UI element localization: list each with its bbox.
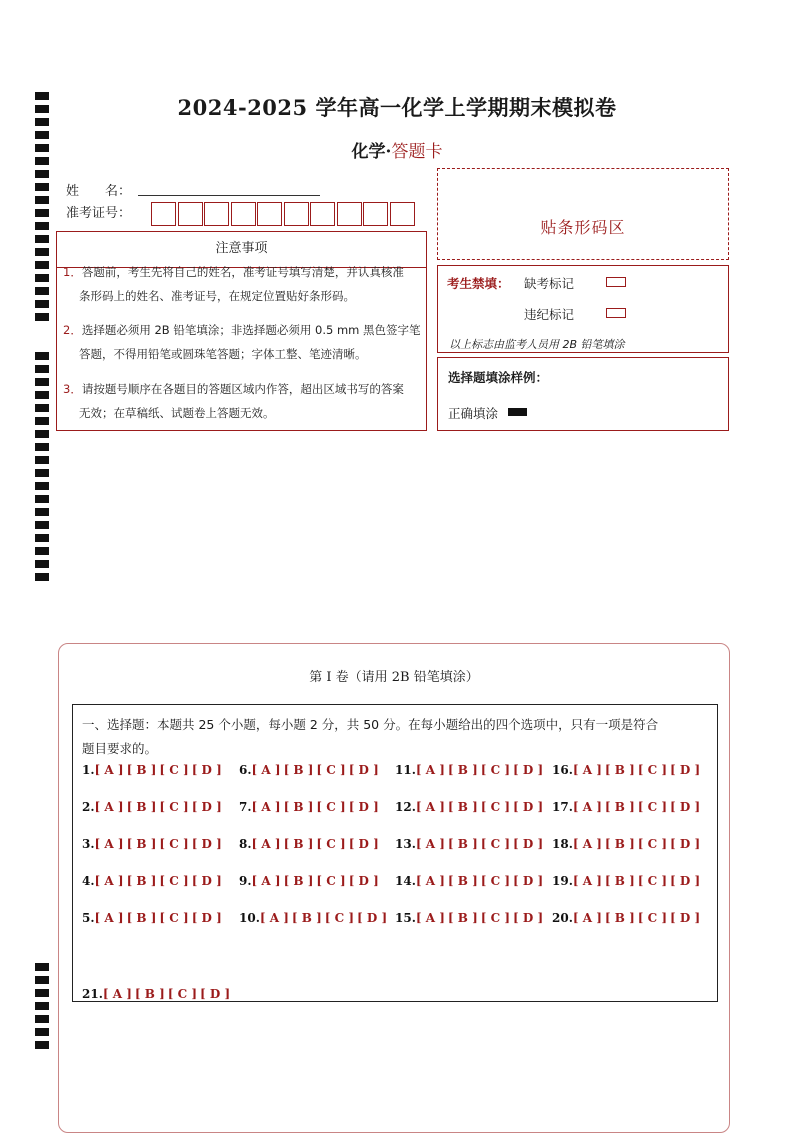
- subtitle-sheet: 答题卡: [391, 142, 443, 162]
- timing-mark: [35, 209, 49, 217]
- question-13: [395, 837, 546, 851]
- option-bubble-b[interactable]: [ B ]: [447, 911, 478, 925]
- page-title: 2024-2025 学年高一化学上学期期末模拟卷: [177, 95, 617, 120]
- exam-id-digit-box[interactable]: [337, 202, 362, 226]
- option-bubble-a[interactable]: [ A ]: [251, 763, 281, 777]
- timing-mark: [35, 521, 49, 529]
- fill-sample-title: 选择题填涂样例：: [448, 370, 549, 385]
- violation-mark-label: 违纪标记: [524, 307, 575, 322]
- option-bubble-d[interactable]: [ D ]: [191, 837, 222, 851]
- question-5: [82, 911, 225, 925]
- question-number: 10.: [239, 911, 260, 925]
- question-number: 3.: [82, 837, 95, 851]
- option-bubble-d[interactable]: [ D ]: [191, 874, 222, 888]
- question-11: [395, 763, 546, 777]
- timing-mark: [35, 547, 49, 555]
- option-bubble-c[interactable]: [ C ]: [480, 911, 511, 925]
- option-bubble-a[interactable]: [ A ]: [415, 763, 445, 777]
- notice-title: 注意事项: [57, 232, 426, 268]
- option-bubble-a[interactable]: [ A ]: [94, 763, 124, 777]
- option-bubble-b[interactable]: [ B ]: [447, 837, 478, 851]
- option-bubble-c[interactable]: [ C ]: [159, 800, 189, 814]
- question-9: [239, 874, 382, 888]
- option-bubble-d[interactable]: [ D ]: [513, 837, 544, 851]
- timing-mark: [35, 443, 49, 451]
- violation-mark-box[interactable]: [606, 308, 626, 318]
- timing-mark: [35, 1041, 49, 1049]
- option-bubble-a[interactable]: [ A ]: [572, 763, 602, 777]
- notice-box: [56, 231, 427, 431]
- timing-mark: [35, 430, 49, 438]
- option-bubble-a[interactable]: [ A ]: [415, 837, 445, 851]
- option-bubble-a[interactable]: [ A ]: [415, 911, 445, 925]
- timing-mark: [35, 482, 49, 490]
- timing-mark: [35, 573, 49, 581]
- option-bubble-b[interactable]: [ B ]: [126, 911, 157, 925]
- exam-id-digit-box[interactable]: [257, 202, 282, 226]
- question-number: 15.: [395, 911, 416, 925]
- question-17: [552, 800, 703, 814]
- timing-mark: [35, 313, 49, 321]
- option-bubble-d[interactable]: [ D ]: [513, 874, 544, 888]
- question-4: [82, 874, 225, 888]
- exam-id-label: 准考证号：: [66, 206, 132, 221]
- option-bubble-b[interactable]: [ B ]: [447, 874, 478, 888]
- timing-mark: [35, 963, 49, 971]
- option-bubble-d[interactable]: [ D ]: [348, 800, 379, 814]
- option-bubble-c[interactable]: [ C ]: [480, 800, 511, 814]
- option-bubble-d[interactable]: [ D ]: [348, 874, 379, 888]
- timing-mark: [35, 989, 49, 997]
- question-19: [552, 874, 703, 888]
- option-bubble-d[interactable]: [ D ]: [670, 874, 701, 888]
- choice-question-box: [72, 704, 718, 1002]
- question-10: [239, 911, 390, 925]
- timing-mark: [35, 495, 49, 503]
- proctor-note: 以上标志由监考人员用 2B 铅笔填涂: [449, 338, 625, 351]
- option-bubble-a[interactable]: [ A ]: [415, 874, 445, 888]
- option-bubble-a[interactable]: [ A ]: [94, 874, 124, 888]
- question-15: [395, 911, 546, 925]
- exam-id-digit-box[interactable]: [204, 202, 229, 226]
- option-bubble-d[interactable]: [ D ]: [513, 800, 544, 814]
- notice-item-2-line-2: 答题，不得用铅笔或圆珠笔答题；字体工整、笔迹清晰。: [79, 347, 367, 361]
- question-number: 19.: [552, 874, 573, 888]
- option-bubble-d[interactable]: [ D ]: [670, 911, 701, 925]
- question-2: [82, 800, 225, 814]
- correct-fill-swatch: [508, 408, 527, 416]
- timing-mark: [35, 196, 49, 204]
- proctor-only-label: 考生禁填：: [447, 276, 510, 291]
- option-bubble-c[interactable]: [ C ]: [159, 874, 189, 888]
- question-number: 20.: [552, 911, 573, 925]
- exam-id-digit-box[interactable]: [310, 202, 335, 226]
- option-bubble-b[interactable]: [ B ]: [604, 800, 635, 814]
- option-bubble-a[interactable]: [ A ]: [572, 874, 602, 888]
- timing-mark: [35, 456, 49, 464]
- option-bubble-b[interactable]: [ B ]: [134, 987, 165, 1001]
- option-bubble-c[interactable]: [ C ]: [316, 800, 346, 814]
- option-bubble-a[interactable]: [ A ]: [572, 911, 602, 925]
- option-bubble-d[interactable]: [ D ]: [348, 837, 379, 851]
- timing-mark: [35, 352, 49, 360]
- option-bubble-c[interactable]: [ C ]: [159, 837, 189, 851]
- question-number: 14.: [395, 874, 416, 888]
- question-number: 6.: [239, 763, 252, 777]
- option-bubble-c[interactable]: [ C ]: [637, 800, 668, 814]
- option-bubble-d[interactable]: [ D ]: [670, 763, 701, 777]
- question-12: [395, 800, 546, 814]
- timing-mark: [35, 300, 49, 308]
- option-bubble-b[interactable]: [ B ]: [283, 800, 314, 814]
- option-bubble-d[interactable]: [ D ]: [670, 800, 701, 814]
- timing-mark: [35, 365, 49, 373]
- question-3: [82, 837, 225, 851]
- timing-mark: [35, 235, 49, 243]
- timing-mark: [35, 183, 49, 191]
- option-bubble-c[interactable]: [ C ]: [637, 763, 668, 777]
- question-number: 8.: [239, 837, 252, 851]
- subtitle-subject: 化学·: [351, 142, 392, 162]
- option-bubble-b[interactable]: [ B ]: [283, 837, 314, 851]
- timing-mark: [35, 469, 49, 477]
- section-one-title: 第 I 卷（请用 2B 铅笔填涂）: [309, 670, 479, 685]
- option-bubble-b[interactable]: [ B ]: [283, 763, 314, 777]
- option-bubble-d[interactable]: [ D ]: [191, 911, 222, 925]
- option-bubble-a[interactable]: [ A ]: [572, 837, 602, 851]
- question-number: 16.: [552, 763, 573, 777]
- timing-mark: [35, 417, 49, 425]
- option-bubble-b[interactable]: [ B ]: [126, 874, 157, 888]
- timing-mark: [35, 508, 49, 516]
- question-number: 9.: [239, 874, 252, 888]
- option-bubble-b[interactable]: [ B ]: [604, 911, 635, 925]
- question-21: [82, 987, 233, 1001]
- question-number: 4.: [82, 874, 95, 888]
- option-bubble-a[interactable]: [ A ]: [259, 911, 289, 925]
- timing-mark: [35, 378, 49, 386]
- question-number: 18.: [552, 837, 573, 851]
- option-bubble-d[interactable]: [ D ]: [357, 911, 388, 925]
- timing-mark: [35, 1002, 49, 1010]
- absent-mark-label: 缺考标记: [524, 276, 575, 291]
- option-bubble-c[interactable]: [ C ]: [167, 987, 198, 1001]
- timing-mark: [35, 404, 49, 412]
- timing-mark: [35, 1028, 49, 1036]
- question-number: 11.: [395, 763, 416, 777]
- question-number: 21.: [82, 987, 103, 1001]
- timing-mark: [35, 248, 49, 256]
- option-bubble-b[interactable]: [ B ]: [126, 837, 157, 851]
- question-number: 5.: [82, 911, 95, 925]
- option-bubble-d[interactable]: [ D ]: [670, 837, 701, 851]
- option-bubble-b[interactable]: [ B ]: [447, 800, 478, 814]
- option-bubble-c[interactable]: [ C ]: [480, 763, 511, 777]
- question-16: [552, 763, 703, 777]
- option-bubble-c[interactable]: [ C ]: [637, 874, 668, 888]
- exam-id-digit-box[interactable]: [390, 202, 415, 226]
- question-8: [239, 837, 382, 851]
- option-bubble-c[interactable]: [ C ]: [159, 763, 189, 777]
- notice-item-1-line-1: 1．答题前，考生先将自己的姓名，准考证号填写清楚，并认真核准: [63, 265, 404, 279]
- option-bubble-c[interactable]: [ C ]: [637, 837, 668, 851]
- exam-id-digit-box[interactable]: [178, 202, 203, 226]
- timing-mark: [35, 391, 49, 399]
- option-bubble-c[interactable]: [ C ]: [324, 911, 355, 925]
- option-bubble-a[interactable]: [ A ]: [251, 837, 281, 851]
- timing-mark: [35, 274, 49, 282]
- timing-mark: [35, 170, 49, 178]
- option-bubble-d[interactable]: [ D ]: [348, 763, 379, 777]
- option-bubble-d[interactable]: [ D ]: [191, 763, 222, 777]
- question-number: 17.: [552, 800, 573, 814]
- option-bubble-c[interactable]: [ C ]: [316, 837, 346, 851]
- option-bubble-b[interactable]: [ B ]: [283, 874, 314, 888]
- option-bubble-d[interactable]: [ D ]: [513, 911, 544, 925]
- notice-item-3-line-1: 3．请按题号顺序在各题目的答题区域内作答，超出区域书写的答案: [63, 382, 404, 396]
- timing-mark: [35, 261, 49, 269]
- notice-item-3-line-2: 无效；在草稿纸、试题卷上答题无效。: [79, 406, 275, 420]
- option-bubble-a[interactable]: [ A ]: [102, 987, 132, 1001]
- name-label: 姓 名：: [66, 184, 132, 199]
- option-bubble-b[interactable]: [ B ]: [604, 763, 635, 777]
- option-bubble-b[interactable]: [ B ]: [447, 763, 478, 777]
- timing-mark: [35, 287, 49, 295]
- option-bubble-a[interactable]: [ A ]: [572, 800, 602, 814]
- question-number: 7.: [239, 800, 252, 814]
- section-one: [58, 643, 730, 1133]
- option-bubble-c[interactable]: [ C ]: [316, 763, 346, 777]
- option-bubble-a[interactable]: [ A ]: [251, 874, 281, 888]
- question-number: 1.: [82, 763, 95, 777]
- option-bubble-b[interactable]: [ B ]: [126, 763, 157, 777]
- option-bubble-c[interactable]: [ C ]: [480, 837, 511, 851]
- proctor-status-box: [437, 265, 729, 353]
- timing-mark: [35, 222, 49, 230]
- exam-id-digit-box[interactable]: [284, 202, 309, 226]
- section-intro: 一、选择题：本题共 25 个小题，每小题 2 分，共 50 分。在每小题给出的四个选项中，只有一项是符合 题目要求的。: [82, 717, 659, 756]
- fill-sample-box: [437, 357, 729, 431]
- option-bubble-a[interactable]: [ A ]: [251, 800, 281, 814]
- question-14: [395, 874, 546, 888]
- question-20: [552, 911, 703, 925]
- notice-item-2-line-1: 2．选择题必须用 2B 铅笔填涂；非选择题必须用 0.5 mm 黑色签字笔: [63, 323, 421, 337]
- option-bubble-c[interactable]: [ C ]: [316, 874, 346, 888]
- question-1: [82, 763, 225, 777]
- question-number: 2.: [82, 800, 95, 814]
- question-7: [239, 800, 382, 814]
- option-bubble-c[interactable]: [ C ]: [637, 911, 668, 925]
- option-bubble-d[interactable]: [ D ]: [200, 987, 231, 1001]
- option-bubble-c[interactable]: [ C ]: [159, 911, 189, 925]
- question-number: 12.: [395, 800, 416, 814]
- barcode-area: [437, 168, 729, 260]
- question-6: [239, 763, 382, 777]
- timing-mark: [35, 560, 49, 568]
- option-bubble-b[interactable]: [ B ]: [291, 911, 322, 925]
- barcode-label: 贴条形码区: [540, 218, 626, 237]
- option-bubble-b[interactable]: [ B ]: [604, 874, 635, 888]
- option-bubble-c[interactable]: [ C ]: [480, 874, 511, 888]
- name-field[interactable]: [138, 194, 320, 196]
- exam-id-digit-box[interactable]: [363, 202, 388, 226]
- question-18: [552, 837, 703, 851]
- option-bubble-a[interactable]: [ A ]: [94, 911, 124, 925]
- option-bubble-a[interactable]: [ A ]: [415, 800, 445, 814]
- option-bubble-b[interactable]: [ B ]: [126, 800, 157, 814]
- correct-fill-label: 正确填涂: [448, 406, 499, 421]
- option-bubble-d[interactable]: [ D ]: [513, 763, 544, 777]
- page-subtitle: [0, 137, 794, 162]
- option-bubble-a[interactable]: [ A ]: [94, 837, 124, 851]
- option-bubble-d[interactable]: [ D ]: [191, 800, 222, 814]
- timing-mark: [35, 534, 49, 542]
- notice-item-1-line-2: 条形码上的姓名、准考证号，在规定位置贴好条形码。: [79, 289, 355, 303]
- timing-mark: [35, 1015, 49, 1023]
- exam-id-digit-box[interactable]: [151, 202, 176, 226]
- exam-id-digit-box[interactable]: [231, 202, 256, 226]
- question-number: 13.: [395, 837, 416, 851]
- timing-mark: [35, 976, 49, 984]
- absent-mark-box[interactable]: [606, 277, 626, 287]
- option-bubble-b[interactable]: [ B ]: [604, 837, 635, 851]
- option-bubble-a[interactable]: [ A ]: [94, 800, 124, 814]
